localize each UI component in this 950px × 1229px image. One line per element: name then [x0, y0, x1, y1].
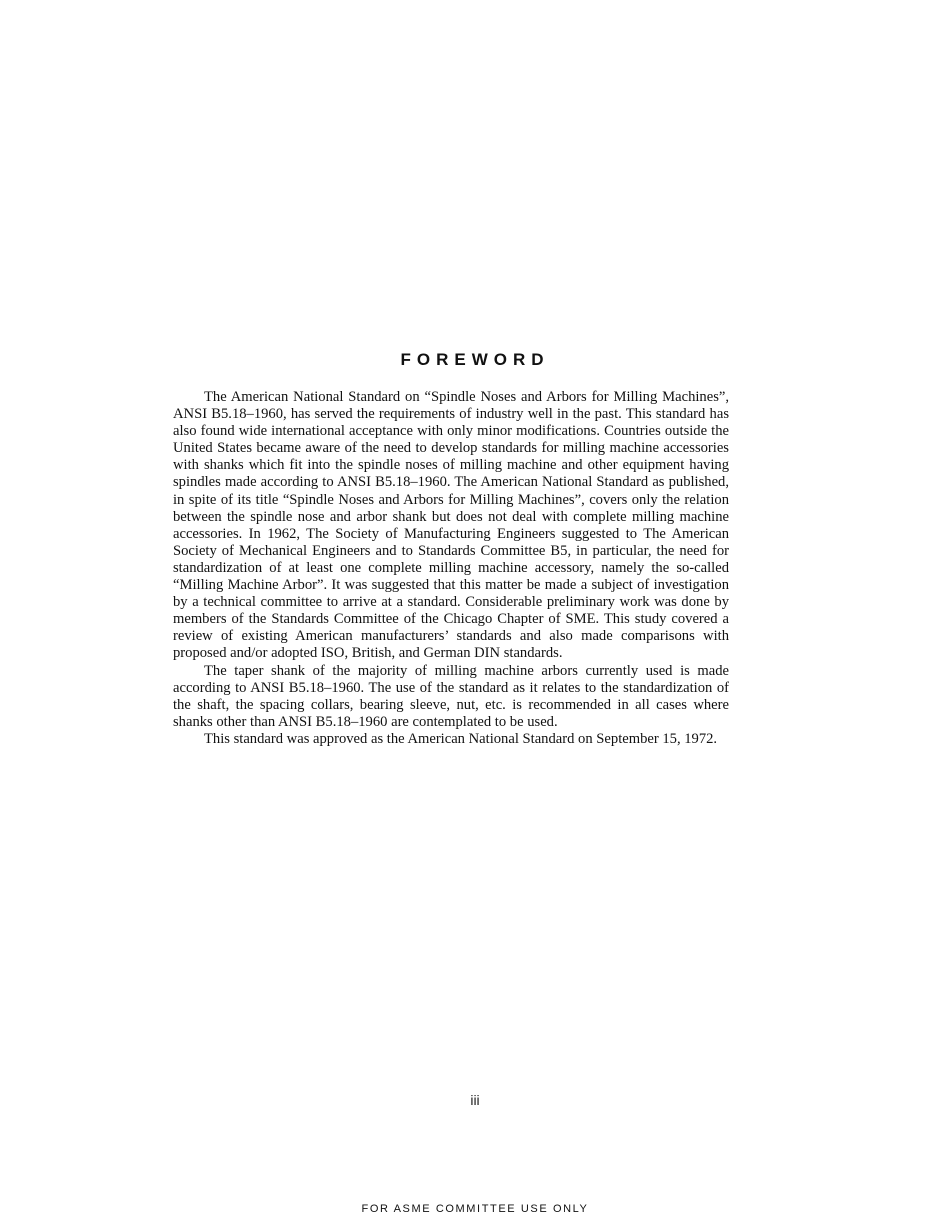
foreword-paragraph-3: This standard was approved as the American National Standard on September 15, 1972.	[204, 730, 718, 747]
foreword-paragraph-1: The American National Standard on “Spindle Noses and Arbors for Milling Machines”, ANSI B5.18–1960, has served the requirements of industry well in the past. This standard has also found wide international acceptance with only minor modifications. Countries outside the United States became aware of the need to develop standards for milling machine accessories with shanks which fit into the spindle noses of milling machine and other equipment having spindles made according to ANSI B5.18–1960. The American National Standard as published, in spite of its title “Spindle Noses and Arbors for Milling Machines”, covers only the relation between the spindle nose and arbor shank but does not deal with complete milling machine accessories. In 1962, The Society of Manufacturing Engineers suggested to The American Society of Mechanical Engineers and to Standards Committee B5, in particular, the need for standardization of at least one complete milling machine accessory, namely the so-called “Milling Machine Arbor”. It was suggested that this matter be made a subject of investigation by a technical committee to arrive at a standard. Considerable preliminary work was done by members of the Standards Committee of the Chicago Chapter of SME. This study covered a review of existing American manufacturers’ standards and also made comparisons with proposed and/or adopted ISO, British, and German DIN standards.	[173, 389, 729, 662]
page-number: iii	[470, 1092, 480, 1108]
page-title: FOREWORD	[400, 350, 550, 369]
footer-notice: FOR ASME COMMITTEE USE ONLY	[361, 1203, 589, 1215]
foreword-paragraph-2: The taper shank of the majority of milling machine arbors currently used is made according to ANSI B5.18–1960. The use of the standard as it relates to the standardization of the shaft, the spacing collars, bearing sleeve, nut, etc. is recommended in all cases where shanks other than ANSI B5.18–1960 are contemplated to be used.	[173, 662, 729, 730]
foreword-body	[173, 389, 729, 748]
